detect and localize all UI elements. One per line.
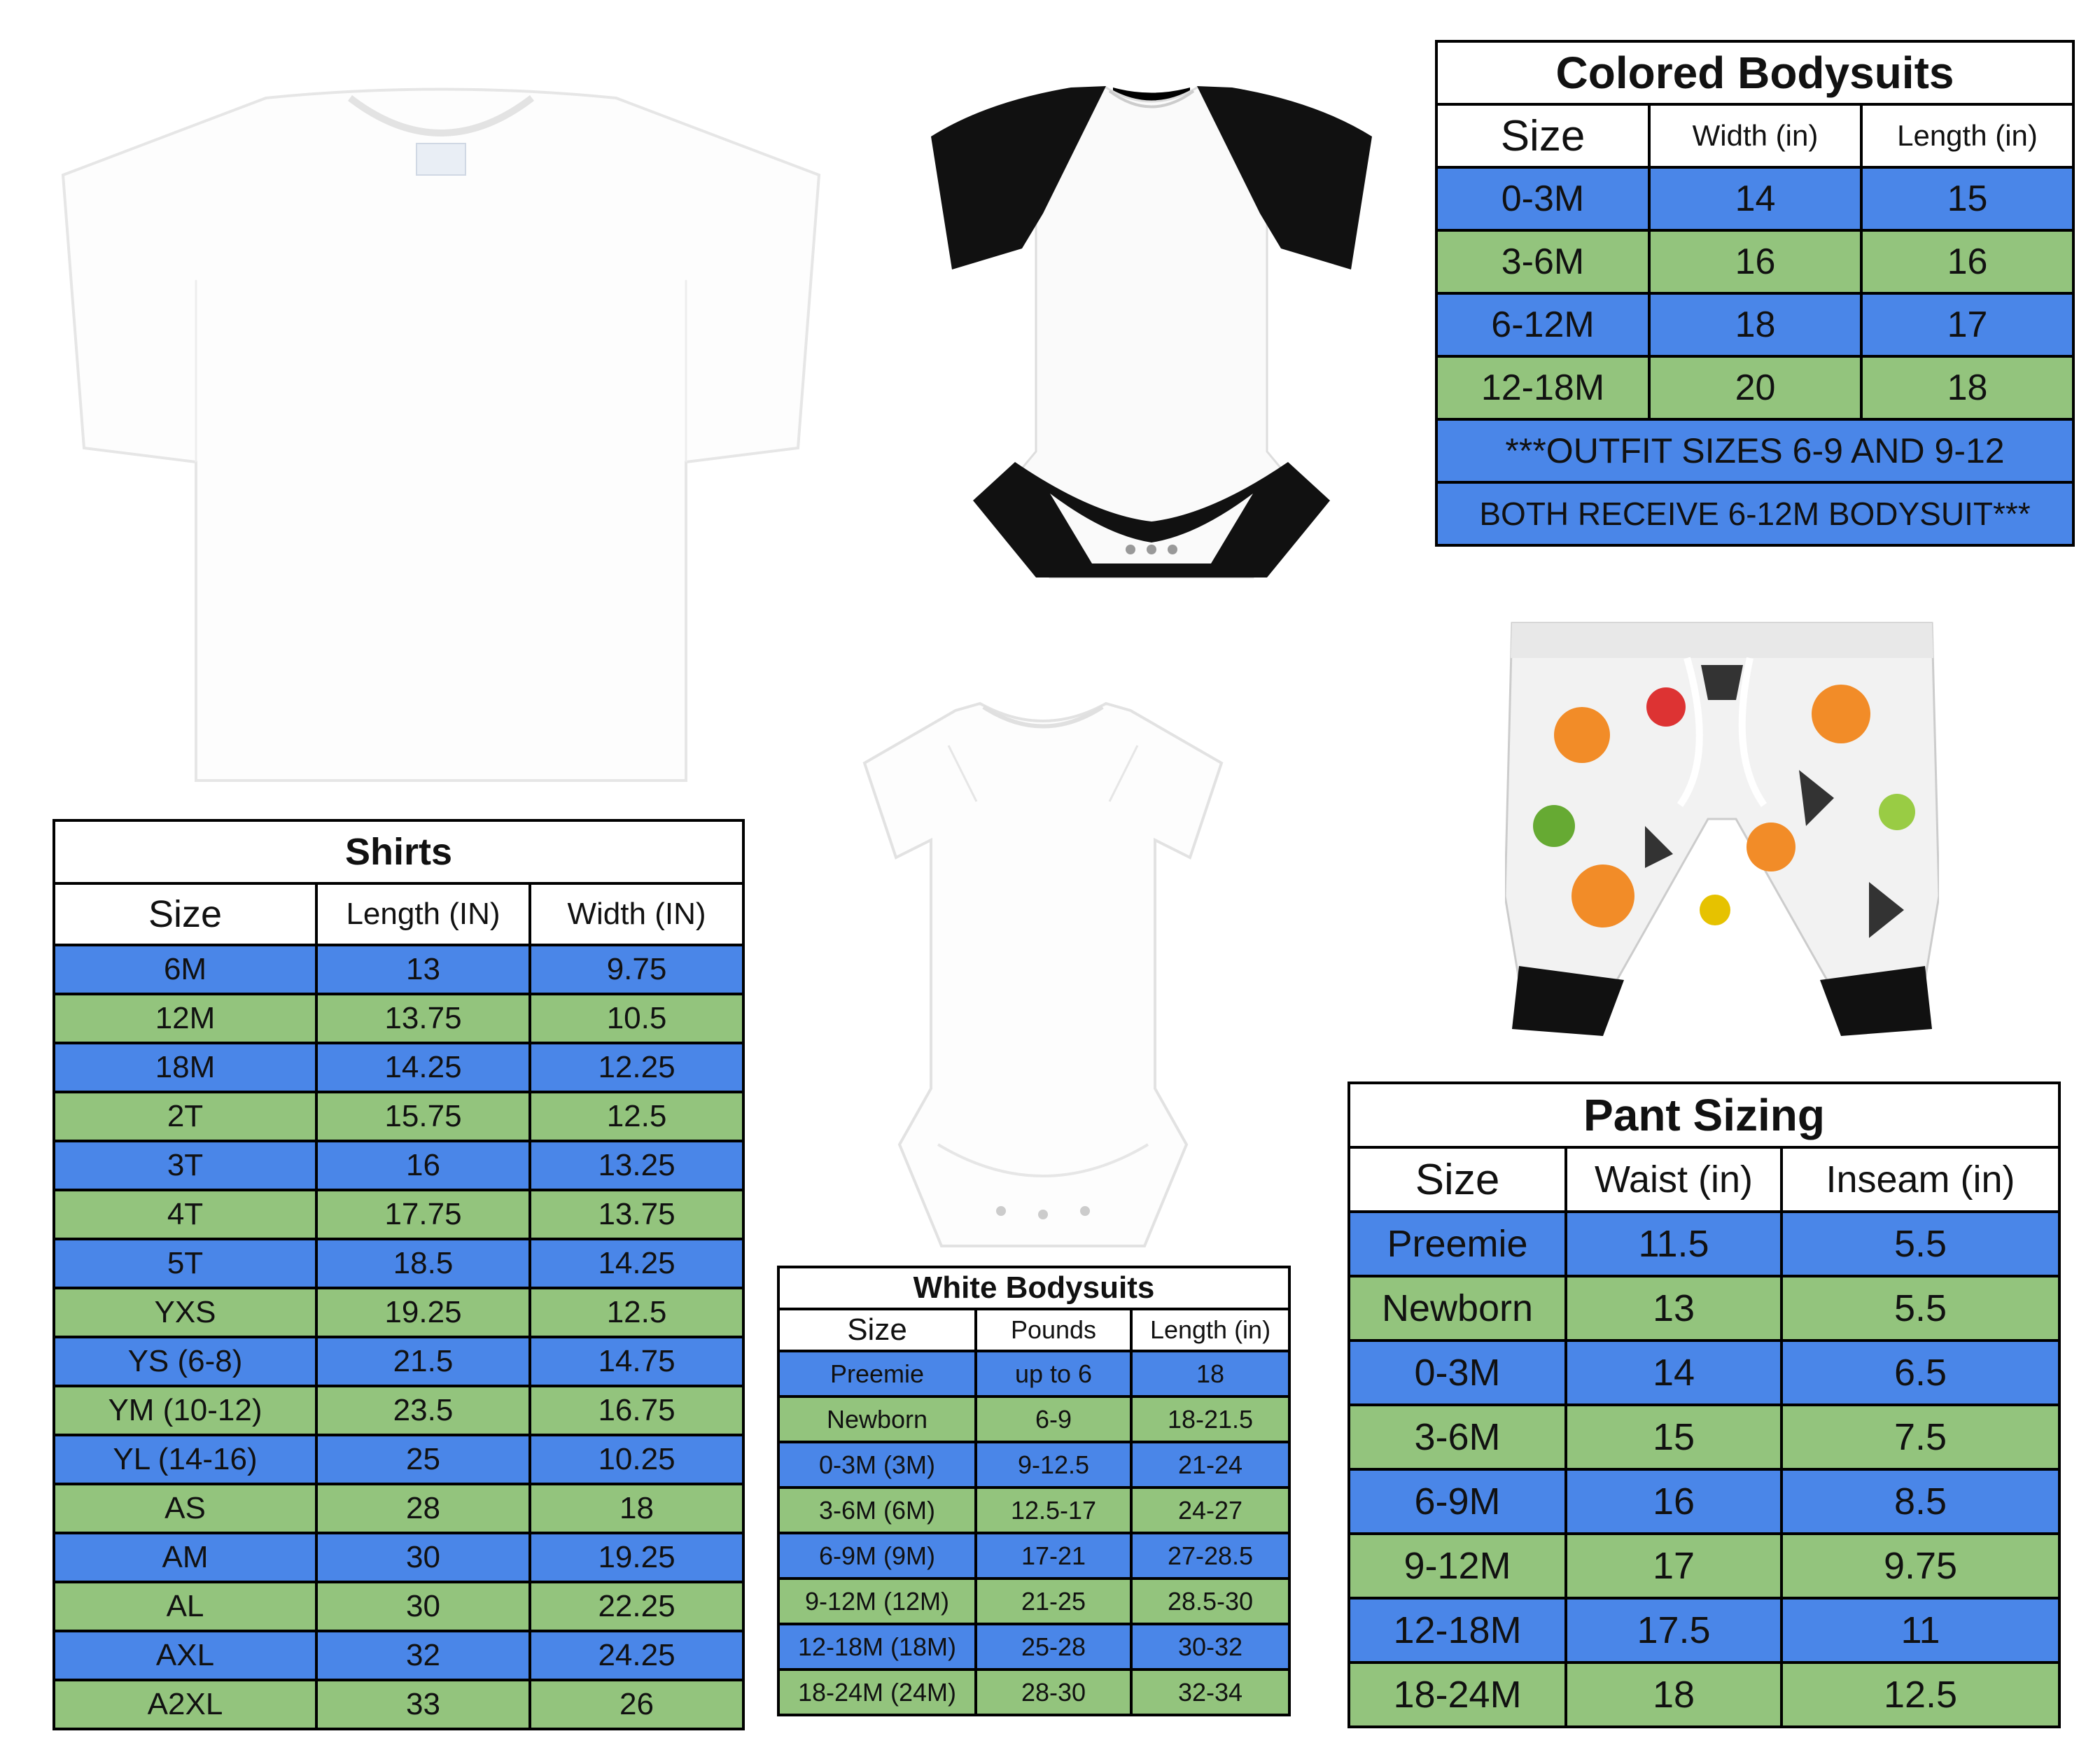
cell: 12-18M (1349, 1598, 1566, 1662)
halloween-pants-image (1505, 616, 1939, 1043)
cell: 0-3M (1349, 1340, 1566, 1405)
cell: 14.25 (316, 1043, 530, 1092)
table-row (778, 1351, 1289, 1396)
cell: 12-18M (18M) (778, 1624, 976, 1670)
table-row (54, 1582, 743, 1631)
header-size: Size (54, 883, 316, 945)
cell: 16 (1861, 230, 2073, 293)
raglan-bodysuit-image (931, 59, 1372, 584)
cell: YS (6-8) (54, 1337, 316, 1386)
cell: AXL (54, 1631, 316, 1680)
cell: AM (54, 1533, 316, 1582)
cell: 10.5 (530, 994, 743, 1043)
cell: Preemie (1349, 1212, 1566, 1276)
table-row (1349, 1212, 2059, 1276)
cell: 28.5-30 (1131, 1578, 1289, 1624)
cell: AL (54, 1582, 316, 1631)
cell: up to 6 (976, 1351, 1131, 1396)
cell: 16 (316, 1141, 530, 1190)
header-size: Size (778, 1309, 976, 1351)
cell: 19.25 (316, 1288, 530, 1337)
cell: 5T (54, 1239, 316, 1288)
cell: 9.75 (1782, 1534, 2059, 1598)
table-row (54, 1435, 743, 1484)
table-row (778, 1533, 1289, 1578)
cell: 6.5 (1782, 1340, 2059, 1405)
cell: YL (14-16) (54, 1435, 316, 1484)
cell: 21-24 (1131, 1442, 1289, 1488)
cell: 14 (1649, 167, 1861, 230)
cell: 14.75 (530, 1337, 743, 1386)
table-row (1436, 293, 2073, 356)
cell: 18M (54, 1043, 316, 1092)
cell: 12-18M (1436, 356, 1649, 419)
pant-sizing-table (1348, 1082, 2061, 1728)
table-row (778, 1624, 1289, 1670)
table-row (1349, 1340, 2059, 1405)
table-row (1349, 1276, 2059, 1340)
white-bodysuit-image (858, 696, 1228, 1250)
cell: 11.5 (1566, 1212, 1782, 1276)
cell: 12.25 (530, 1043, 743, 1092)
header-length: Length (in) (1861, 104, 2073, 167)
cell: 25 (316, 1435, 530, 1484)
cell: 10.25 (530, 1435, 743, 1484)
header-width: Width (in) (1649, 104, 1861, 167)
shirts-title: Shirts (54, 820, 743, 883)
cell: 17 (1861, 293, 2073, 356)
table-row (54, 1288, 743, 1337)
table-row (54, 1239, 743, 1288)
table-row (1349, 1662, 2059, 1727)
colored-bodysuits-table (1435, 40, 2075, 547)
cell: 25-28 (976, 1624, 1131, 1670)
cell: 30 (316, 1533, 530, 1582)
cell: 17.75 (316, 1190, 530, 1239)
table-row (1349, 1469, 2059, 1534)
header-size: Size (1349, 1147, 1566, 1212)
cell: 15.75 (316, 1092, 530, 1141)
table-row (54, 1043, 743, 1092)
header-width: Width (IN) (530, 883, 743, 945)
cell: 18 (1131, 1351, 1289, 1396)
cell: 26 (530, 1680, 743, 1729)
cell: 18 (1566, 1662, 1782, 1727)
cell: Newborn (778, 1396, 976, 1442)
cell: 6-9M (9M) (778, 1533, 976, 1578)
header-pounds: Pounds (976, 1309, 1131, 1351)
cell: 14 (1566, 1340, 1782, 1405)
cell: 8.5 (1782, 1469, 2059, 1534)
table-row (54, 1680, 743, 1729)
cell: 6M (54, 945, 316, 994)
table-row (1349, 1405, 2059, 1469)
cell: 20 (1649, 356, 1861, 419)
header-waist: Waist (in) (1566, 1147, 1782, 1212)
cell: 6-9 (976, 1396, 1131, 1442)
table-row (1349, 1534, 2059, 1598)
cell: 12M (54, 994, 316, 1043)
cell: 12.5 (530, 1092, 743, 1141)
cell: 9.75 (530, 945, 743, 994)
cell: 3-6M (6M) (778, 1488, 976, 1533)
white-bodysuits-table (777, 1266, 1291, 1716)
cell: 0-3M (1436, 167, 1649, 230)
cell: 7.5 (1782, 1405, 2059, 1469)
cell: A2XL (54, 1680, 316, 1729)
cell: 12.5-17 (976, 1488, 1131, 1533)
cell: 32 (316, 1631, 530, 1680)
table-row (54, 1631, 743, 1680)
cell: 2T (54, 1092, 316, 1141)
cell: 18 (530, 1484, 743, 1533)
cell: 32-34 (1131, 1670, 1289, 1715)
cell: 3-6M (1349, 1405, 1566, 1469)
white-bodysuits-title: White Bodysuits (778, 1267, 1289, 1309)
table-row (54, 1533, 743, 1582)
cell: 24-27 (1131, 1488, 1289, 1533)
cell: 9-12M (1349, 1534, 1566, 1598)
table-row (1436, 167, 2073, 230)
cell: 18-24M (24M) (778, 1670, 976, 1715)
cell: 3-6M (1436, 230, 1649, 293)
header-inseam: Inseam (in) (1782, 1147, 2059, 1212)
cell: 0-3M (3M) (778, 1442, 976, 1488)
cell: 14.25 (530, 1239, 743, 1288)
cell: 27-28.5 (1131, 1533, 1289, 1578)
table-row (54, 945, 743, 994)
cell: 17 (1566, 1534, 1782, 1598)
cell: Preemie (778, 1351, 976, 1396)
table-row (54, 1386, 743, 1435)
cell: YXS (54, 1288, 316, 1337)
cell: 16.75 (530, 1386, 743, 1435)
cell: 18-21.5 (1131, 1396, 1289, 1442)
cell: 23.5 (316, 1386, 530, 1435)
cell: 17.5 (1566, 1598, 1782, 1662)
cell: 18 (1861, 356, 2073, 419)
cell: 5.5 (1782, 1276, 2059, 1340)
cell: 13.75 (316, 994, 530, 1043)
cell: 5.5 (1782, 1212, 2059, 1276)
cell: 3T (54, 1141, 316, 1190)
table-row (778, 1578, 1289, 1624)
cell: 4T (54, 1190, 316, 1239)
table-row (1436, 356, 2073, 419)
cell: 13 (1566, 1276, 1782, 1340)
pant-sizing-title: Pant Sizing (1349, 1083, 2059, 1147)
table-row (54, 1484, 743, 1533)
cell: 18.5 (316, 1239, 530, 1288)
cell: 21.5 (316, 1337, 530, 1386)
colored-bodysuits-title: Colored Bodysuits (1436, 41, 2073, 104)
cell: 24.25 (530, 1631, 743, 1680)
table-row (54, 1141, 743, 1190)
cell: AS (54, 1484, 316, 1533)
shirts-table (52, 819, 745, 1730)
cell: 12.5 (1782, 1662, 2059, 1727)
cell: 13 (316, 945, 530, 994)
table-row (1349, 1598, 2059, 1662)
table-row (778, 1488, 1289, 1533)
cell: 17-21 (976, 1533, 1131, 1578)
cell: 6-12M (1436, 293, 1649, 356)
table-row (54, 1190, 743, 1239)
cell: 28 (316, 1484, 530, 1533)
cell: 22.25 (530, 1582, 743, 1631)
cell: YM (10-12) (54, 1386, 316, 1435)
cell: 30 (316, 1582, 530, 1631)
header-length: Length (in) (1131, 1309, 1289, 1351)
white-tshirt-image (56, 84, 826, 784)
cell: 30-32 (1131, 1624, 1289, 1670)
outfit-note-line2: BOTH RECEIVE 6-12M BODYSUIT*** (1436, 482, 2073, 545)
cell: 9-12.5 (976, 1442, 1131, 1488)
cell: 19.25 (530, 1533, 743, 1582)
table-row (54, 1092, 743, 1141)
cell: 11 (1782, 1598, 2059, 1662)
cell: 15 (1861, 167, 2073, 230)
cell: 15 (1566, 1405, 1782, 1469)
table-row (778, 1442, 1289, 1488)
cell: 18-24M (1349, 1662, 1566, 1727)
table-row (778, 1396, 1289, 1442)
cell: Newborn (1349, 1276, 1566, 1340)
cell: 16 (1566, 1469, 1782, 1534)
cell: 13.25 (530, 1141, 743, 1190)
cell: 12.5 (530, 1288, 743, 1337)
cell: 13.75 (530, 1190, 743, 1239)
header-size: Size (1436, 104, 1649, 167)
table-row (778, 1670, 1289, 1715)
cell: 9-12M (12M) (778, 1578, 976, 1624)
cell: 16 (1649, 230, 1861, 293)
cell: 6-9M (1349, 1469, 1566, 1534)
table-row (1436, 230, 2073, 293)
cell: 28-30 (976, 1670, 1131, 1715)
cell: 21-25 (976, 1578, 1131, 1624)
outfit-note-line1: ***OUTFIT SIZES 6-9 AND 9-12 (1436, 419, 2073, 482)
table-row (54, 1337, 743, 1386)
header-length: Length (IN) (316, 883, 530, 945)
table-row (54, 994, 743, 1043)
cell: 18 (1649, 293, 1861, 356)
cell: 33 (316, 1680, 530, 1729)
